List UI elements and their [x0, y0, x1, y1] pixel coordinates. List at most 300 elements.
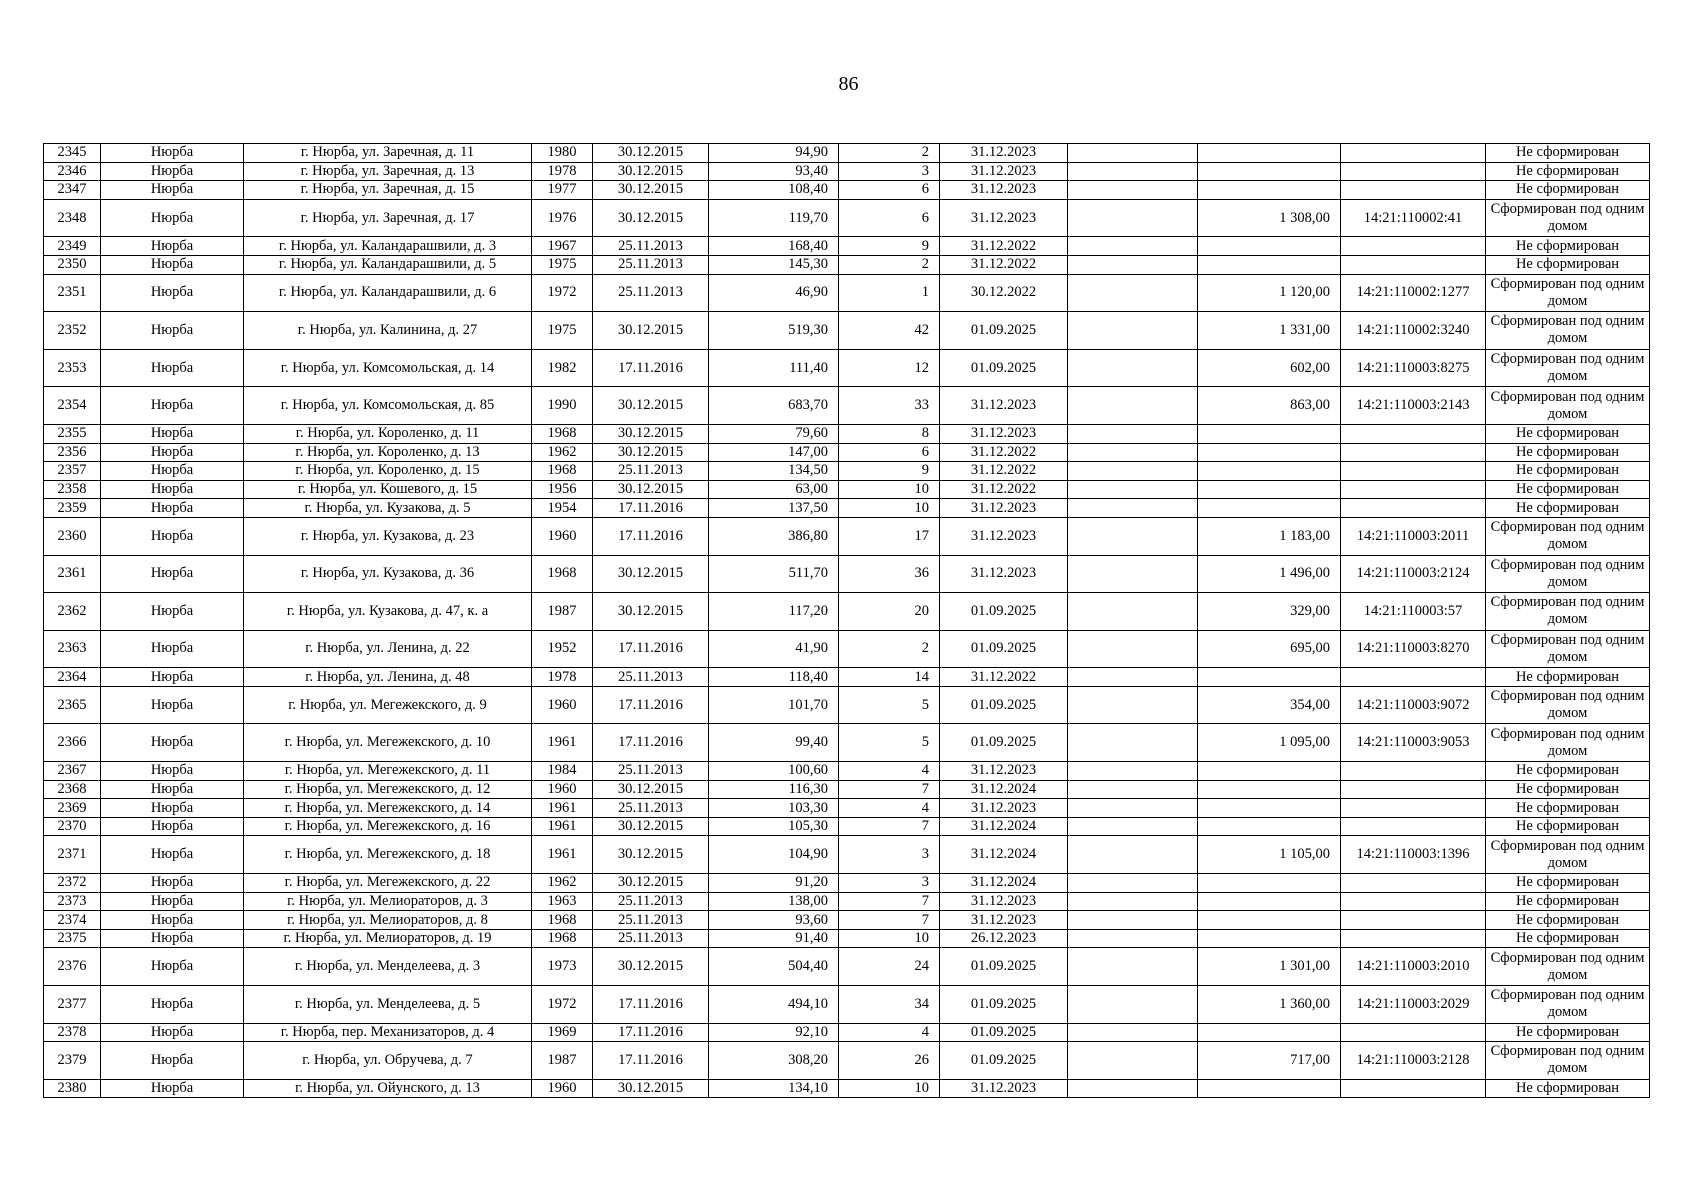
- cell-area: 63,00: [709, 480, 839, 499]
- cell-status: Не сформирован: [1486, 480, 1650, 499]
- table-row: [44, 911, 1650, 930]
- cell-address: г. Нюрба, ул. Мегежекского, д. 10: [244, 724, 532, 762]
- cell-year: 1973: [532, 948, 593, 986]
- table-row: [44, 312, 1650, 350]
- cell-cadastral: 14:21:110003:57: [1341, 593, 1486, 631]
- cell-address: г. Нюрба, ул. Короленко, д. 11: [244, 424, 532, 443]
- cell-cadastral: [1341, 762, 1486, 781]
- table-row: [44, 1042, 1650, 1080]
- cell-id: 2348: [44, 199, 101, 237]
- cell-deadline: 31.12.2022: [940, 255, 1068, 274]
- cell-address: г. Нюрба, ул. Мегежекского, д. 9: [244, 686, 532, 724]
- cell-id: 2362: [44, 593, 101, 631]
- housing-registry-table: [43, 143, 1650, 1098]
- cell-status: Не сформирован: [1486, 929, 1650, 948]
- cell-land-area: [1198, 762, 1341, 781]
- cell-cadastral: 14:21:110002:1277: [1341, 274, 1486, 312]
- cell-land-area: [1198, 443, 1341, 462]
- cell-extra: [1068, 387, 1198, 425]
- cell-settlement: Нюрба: [101, 517, 244, 555]
- cell-year: 1956: [532, 480, 593, 499]
- cell-date: 17.11.2016: [593, 1042, 709, 1080]
- cell-land-area: [1198, 424, 1341, 443]
- cell-settlement: Нюрба: [101, 1023, 244, 1042]
- cell-year: 1961: [532, 817, 593, 836]
- cell-count: 4: [839, 1023, 940, 1042]
- cell-date: 17.11.2016: [593, 349, 709, 387]
- cell-year: 1968: [532, 424, 593, 443]
- cell-status: Сформирован под одним домом: [1486, 630, 1650, 668]
- cell-year: 1960: [532, 686, 593, 724]
- cell-id: 2368: [44, 780, 101, 799]
- cell-date: 17.11.2016: [593, 630, 709, 668]
- cell-status: Сформирован под одним домом: [1486, 517, 1650, 555]
- cell-id: 2373: [44, 892, 101, 911]
- cell-cadastral: 14:21:110002:3240: [1341, 312, 1486, 350]
- cell-year: 1962: [532, 443, 593, 462]
- cell-date: 25.11.2013: [593, 892, 709, 911]
- cell-status: Сформирован под одним домом: [1486, 274, 1650, 312]
- cell-area: 117,20: [709, 593, 839, 631]
- cell-settlement: Нюрба: [101, 255, 244, 274]
- cell-date: 30.12.2015: [593, 948, 709, 986]
- cell-area: 91,20: [709, 874, 839, 893]
- cell-address: г. Нюрба, ул. Каландарашвили, д. 5: [244, 255, 532, 274]
- table-row: [44, 986, 1650, 1024]
- cell-address: г. Нюрба, ул. Мелиораторов, д. 3: [244, 892, 532, 911]
- cell-deadline: 31.12.2022: [940, 462, 1068, 481]
- cell-settlement: Нюрба: [101, 349, 244, 387]
- cell-address: г. Нюрба, ул. Мегежекского, д. 12: [244, 780, 532, 799]
- cell-address: г. Нюрба, ул. Мегежекского, д. 22: [244, 874, 532, 893]
- cell-cadastral: 14:21:110003:9053: [1341, 724, 1486, 762]
- cell-extra: [1068, 499, 1198, 518]
- cell-area: 134,10: [709, 1079, 839, 1098]
- cell-id: 2371: [44, 836, 101, 874]
- cell-land-area: 1 496,00: [1198, 555, 1341, 593]
- cell-area: 93,40: [709, 162, 839, 181]
- cell-address: г. Нюрба, ул. Мегежекского, д. 11: [244, 762, 532, 781]
- cell-extra: [1068, 762, 1198, 781]
- cell-area: 101,70: [709, 686, 839, 724]
- cell-cadastral: [1341, 1079, 1486, 1098]
- cell-date: 30.12.2015: [593, 424, 709, 443]
- cell-settlement: Нюрба: [101, 986, 244, 1024]
- table-row: [44, 836, 1650, 874]
- cell-settlement: Нюрба: [101, 799, 244, 818]
- cell-address: г. Нюрба, ул. Комсомольская, д. 85: [244, 387, 532, 425]
- cell-date: 17.11.2016: [593, 517, 709, 555]
- cell-cadastral: 14:21:110003:2143: [1341, 387, 1486, 425]
- cell-area: 519,30: [709, 312, 839, 350]
- cell-status: Сформирован под одним домом: [1486, 948, 1650, 986]
- cell-year: 1982: [532, 349, 593, 387]
- cell-deadline: 31.12.2023: [940, 499, 1068, 518]
- cell-date: 17.11.2016: [593, 724, 709, 762]
- cell-deadline: 31.12.2022: [940, 237, 1068, 256]
- cell-settlement: Нюрба: [101, 199, 244, 237]
- cell-settlement: Нюрба: [101, 144, 244, 163]
- cell-id: 2347: [44, 181, 101, 200]
- cell-cadastral: 14:21:110003:2011: [1341, 517, 1486, 555]
- cell-count: 7: [839, 780, 940, 799]
- cell-cadastral: [1341, 443, 1486, 462]
- cell-count: 2: [839, 630, 940, 668]
- cell-date: 30.12.2015: [593, 144, 709, 163]
- cell-extra: [1068, 686, 1198, 724]
- cell-cadastral: [1341, 817, 1486, 836]
- cell-count: 24: [839, 948, 940, 986]
- cell-id: 2370: [44, 817, 101, 836]
- cell-id: 2376: [44, 948, 101, 986]
- cell-land-area: 695,00: [1198, 630, 1341, 668]
- cell-date: 30.12.2015: [593, 874, 709, 893]
- cell-extra: [1068, 986, 1198, 1024]
- cell-address: г. Нюрба, ул. Заречная, д. 15: [244, 181, 532, 200]
- cell-land-area: [1198, 480, 1341, 499]
- cell-deadline: 31.12.2023: [940, 144, 1068, 163]
- cell-land-area: [1198, 462, 1341, 481]
- cell-cadastral: 14:21:110002:41: [1341, 199, 1486, 237]
- cell-id: 2380: [44, 1079, 101, 1098]
- cell-settlement: Нюрба: [101, 911, 244, 930]
- cell-address: г. Нюрба, ул. Заречная, д. 11: [244, 144, 532, 163]
- cell-extra: [1068, 668, 1198, 687]
- cell-land-area: [1198, 1023, 1341, 1042]
- table-row: [44, 480, 1650, 499]
- cell-year: 1984: [532, 762, 593, 781]
- cell-address: г. Нюрба, ул. Заречная, д. 13: [244, 162, 532, 181]
- table-row: [44, 780, 1650, 799]
- cell-id: 2355: [44, 424, 101, 443]
- cell-address: г. Нюрба, ул. Каландарашвили, д. 3: [244, 237, 532, 256]
- cell-settlement: Нюрба: [101, 817, 244, 836]
- cell-year: 1968: [532, 929, 593, 948]
- cell-extra: [1068, 517, 1198, 555]
- cell-id: 2353: [44, 349, 101, 387]
- cell-area: 99,40: [709, 724, 839, 762]
- cell-count: 42: [839, 312, 940, 350]
- cell-deadline: 31.12.2024: [940, 836, 1068, 874]
- cell-address: г. Нюрба, ул. Короленко, д. 13: [244, 443, 532, 462]
- cell-date: 30.12.2015: [593, 593, 709, 631]
- table-row: [44, 762, 1650, 781]
- cell-land-area: [1198, 1079, 1341, 1098]
- cell-extra: [1068, 312, 1198, 350]
- cell-id: 2374: [44, 911, 101, 930]
- cell-deadline: 31.12.2023: [940, 162, 1068, 181]
- cell-status: Не сформирован: [1486, 1079, 1650, 1098]
- cell-address: г. Нюрба, ул. Каландарашвили, д. 6: [244, 274, 532, 312]
- cell-deadline: 01.09.2025: [940, 349, 1068, 387]
- cell-count: 5: [839, 686, 940, 724]
- cell-id: 2356: [44, 443, 101, 462]
- cell-cadastral: 14:21:110003:2124: [1341, 555, 1486, 593]
- cell-address: г. Нюрба, ул. Менделеева, д. 5: [244, 986, 532, 1024]
- cell-address: г. Нюрба, ул. Менделеева, д. 3: [244, 948, 532, 986]
- cell-id: 2354: [44, 387, 101, 425]
- cell-land-area: [1198, 817, 1341, 836]
- cell-id: 2352: [44, 312, 101, 350]
- cell-date: 17.11.2016: [593, 686, 709, 724]
- cell-count: 4: [839, 762, 940, 781]
- cell-date: 30.12.2015: [593, 443, 709, 462]
- cell-cadastral: [1341, 462, 1486, 481]
- cell-area: 145,30: [709, 255, 839, 274]
- cell-settlement: Нюрба: [101, 424, 244, 443]
- cell-cadastral: [1341, 255, 1486, 274]
- cell-extra: [1068, 874, 1198, 893]
- table-row: [44, 274, 1650, 312]
- cell-date: 30.12.2015: [593, 780, 709, 799]
- cell-date: 25.11.2013: [593, 255, 709, 274]
- cell-deadline: 01.09.2025: [940, 1042, 1068, 1080]
- cell-extra: [1068, 630, 1198, 668]
- cell-status: Сформирован под одним домом: [1486, 724, 1650, 762]
- cell-count: 26: [839, 1042, 940, 1080]
- cell-count: 9: [839, 237, 940, 256]
- cell-count: 12: [839, 349, 940, 387]
- cell-area: 79,60: [709, 424, 839, 443]
- cell-settlement: Нюрба: [101, 555, 244, 593]
- cell-date: 25.11.2013: [593, 799, 709, 818]
- cell-status: Не сформирован: [1486, 799, 1650, 818]
- cell-date: 25.11.2013: [593, 911, 709, 930]
- cell-area: 46,90: [709, 274, 839, 312]
- cell-settlement: Нюрба: [101, 162, 244, 181]
- cell-year: 1980: [532, 144, 593, 163]
- cell-count: 7: [839, 892, 940, 911]
- cell-area: 93,60: [709, 911, 839, 930]
- cell-land-area: 602,00: [1198, 349, 1341, 387]
- cell-year: 1960: [532, 1079, 593, 1098]
- cell-settlement: Нюрба: [101, 387, 244, 425]
- cell-land-area: [1198, 892, 1341, 911]
- cell-settlement: Нюрба: [101, 312, 244, 350]
- cell-deadline: 01.09.2025: [940, 1023, 1068, 1042]
- cell-settlement: Нюрба: [101, 668, 244, 687]
- cell-extra: [1068, 1042, 1198, 1080]
- cell-extra: [1068, 162, 1198, 181]
- table-row: [44, 1079, 1650, 1098]
- cell-area: 104,90: [709, 836, 839, 874]
- cell-deadline: 26.12.2023: [940, 929, 1068, 948]
- cell-cadastral: [1341, 929, 1486, 948]
- cell-deadline: 01.09.2025: [940, 593, 1068, 631]
- cell-year: 1961: [532, 836, 593, 874]
- cell-address: г. Нюрба, ул. Кузакова, д. 23: [244, 517, 532, 555]
- cell-area: 511,70: [709, 555, 839, 593]
- cell-id: 2367: [44, 762, 101, 781]
- cell-deadline: 31.12.2024: [940, 817, 1068, 836]
- cell-date: 30.12.2015: [593, 1079, 709, 1098]
- cell-area: 105,30: [709, 817, 839, 836]
- cell-cadastral: 14:21:110003:8275: [1341, 349, 1486, 387]
- cell-count: 2: [839, 144, 940, 163]
- cell-status: Сформирован под одним домом: [1486, 986, 1650, 1024]
- cell-land-area: [1198, 499, 1341, 518]
- cell-extra: [1068, 237, 1198, 256]
- cell-status: Сформирован под одним домом: [1486, 555, 1650, 593]
- cell-land-area: 1 120,00: [1198, 274, 1341, 312]
- cell-extra: [1068, 480, 1198, 499]
- cell-cadastral: [1341, 668, 1486, 687]
- cell-count: 3: [839, 162, 940, 181]
- cell-cadastral: [1341, 911, 1486, 930]
- cell-cadastral: [1341, 424, 1486, 443]
- cell-address: г. Нюрба, ул. Короленко, д. 15: [244, 462, 532, 481]
- cell-extra: [1068, 462, 1198, 481]
- cell-address: г. Нюрба, ул. Кузакова, д. 5: [244, 499, 532, 518]
- cell-deadline: 31.12.2023: [940, 424, 1068, 443]
- table-row: [44, 929, 1650, 948]
- cell-year: 1975: [532, 255, 593, 274]
- table-row: [44, 817, 1650, 836]
- cell-id: 2363: [44, 630, 101, 668]
- cell-deadline: 31.12.2023: [940, 911, 1068, 930]
- cell-date: 30.12.2015: [593, 555, 709, 593]
- cell-cadastral: [1341, 162, 1486, 181]
- cell-area: 308,20: [709, 1042, 839, 1080]
- cell-count: 10: [839, 499, 940, 518]
- cell-cadastral: [1341, 499, 1486, 518]
- cell-settlement: Нюрба: [101, 630, 244, 668]
- cell-settlement: Нюрба: [101, 686, 244, 724]
- cell-year: 1972: [532, 986, 593, 1024]
- cell-settlement: Нюрба: [101, 593, 244, 631]
- cell-count: 9: [839, 462, 940, 481]
- table-row: [44, 874, 1650, 893]
- cell-year: 1990: [532, 387, 593, 425]
- cell-cadastral: [1341, 780, 1486, 799]
- cell-land-area: 1 331,00: [1198, 312, 1341, 350]
- table-row: [44, 349, 1650, 387]
- cell-count: 3: [839, 874, 940, 893]
- table-row: [44, 424, 1650, 443]
- cell-id: 2378: [44, 1023, 101, 1042]
- cell-date: 30.12.2015: [593, 387, 709, 425]
- cell-area: 94,90: [709, 144, 839, 163]
- cell-status: Не сформирован: [1486, 144, 1650, 163]
- cell-settlement: Нюрба: [101, 724, 244, 762]
- cell-id: 2372: [44, 874, 101, 893]
- cell-count: 6: [839, 181, 940, 200]
- cell-deadline: 31.12.2024: [940, 874, 1068, 893]
- cell-status: Сформирован под одним домом: [1486, 387, 1650, 425]
- cell-cadastral: [1341, 892, 1486, 911]
- cell-count: 5: [839, 724, 940, 762]
- cell-date: 30.12.2015: [593, 312, 709, 350]
- cell-id: 2364: [44, 668, 101, 687]
- cell-address: г. Нюрба, ул. Кузакова, д. 36: [244, 555, 532, 593]
- cell-land-area: 354,00: [1198, 686, 1341, 724]
- cell-deadline: 01.09.2025: [940, 948, 1068, 986]
- cell-settlement: Нюрба: [101, 237, 244, 256]
- cell-area: 92,10: [709, 1023, 839, 1042]
- cell-count: 14: [839, 668, 940, 687]
- cell-status: Сформирован под одним домом: [1486, 349, 1650, 387]
- cell-area: 134,50: [709, 462, 839, 481]
- cell-year: 1954: [532, 499, 593, 518]
- cell-deadline: 31.12.2022: [940, 443, 1068, 462]
- cell-settlement: Нюрба: [101, 274, 244, 312]
- cell-settlement: Нюрба: [101, 874, 244, 893]
- cell-area: 41,90: [709, 630, 839, 668]
- cell-address: г. Нюрба, ул. Кошевого, д. 15: [244, 480, 532, 499]
- cell-id: 2369: [44, 799, 101, 818]
- table-row: [44, 443, 1650, 462]
- cell-extra: [1068, 555, 1198, 593]
- cell-date: 30.12.2015: [593, 162, 709, 181]
- cell-count: 10: [839, 1079, 940, 1098]
- cell-settlement: Нюрба: [101, 780, 244, 799]
- cell-status: Не сформирован: [1486, 1023, 1650, 1042]
- cell-extra: [1068, 181, 1198, 200]
- cell-date: 30.12.2015: [593, 199, 709, 237]
- cell-settlement: Нюрба: [101, 499, 244, 518]
- cell-year: 1961: [532, 724, 593, 762]
- cell-land-area: [1198, 911, 1341, 930]
- cell-cadastral: [1341, 237, 1486, 256]
- cell-land-area: 1 095,00: [1198, 724, 1341, 762]
- cell-deadline: 30.12.2022: [940, 274, 1068, 312]
- cell-settlement: Нюрба: [101, 948, 244, 986]
- cell-id: 2351: [44, 274, 101, 312]
- cell-cadastral: [1341, 874, 1486, 893]
- cell-status: Не сформирован: [1486, 762, 1650, 781]
- cell-year: 1962: [532, 874, 593, 893]
- cell-date: 25.11.2013: [593, 237, 709, 256]
- cell-area: 108,40: [709, 181, 839, 200]
- cell-date: 17.11.2016: [593, 499, 709, 518]
- cell-address: г. Нюрба, ул. Мегежекского, д. 18: [244, 836, 532, 874]
- cell-deadline: 31.12.2023: [940, 181, 1068, 200]
- cell-id: 2360: [44, 517, 101, 555]
- cell-address: г. Нюрба, ул. Ленина, д. 22: [244, 630, 532, 668]
- cell-year: 1968: [532, 911, 593, 930]
- cell-id: 2366: [44, 724, 101, 762]
- cell-settlement: Нюрба: [101, 1079, 244, 1098]
- cell-cadastral: 14:21:110003:2010: [1341, 948, 1486, 986]
- cell-extra: [1068, 1023, 1198, 1042]
- cell-date: 25.11.2013: [593, 274, 709, 312]
- cell-status: Сформирован под одним домом: [1486, 312, 1650, 350]
- cell-cadastral: 14:21:110003:8270: [1341, 630, 1486, 668]
- cell-cadastral: 14:21:110003:2029: [1341, 986, 1486, 1024]
- cell-year: 1969: [532, 1023, 593, 1042]
- cell-status: Сформирован под одним домом: [1486, 199, 1650, 237]
- cell-year: 1978: [532, 668, 593, 687]
- cell-status: Не сформирован: [1486, 443, 1650, 462]
- cell-status: Не сформирован: [1486, 668, 1650, 687]
- cell-extra: [1068, 255, 1198, 274]
- cell-count: 1: [839, 274, 940, 312]
- cell-address: г. Нюрба, пер. Механизаторов, д. 4: [244, 1023, 532, 1042]
- cell-deadline: 31.12.2023: [940, 387, 1068, 425]
- cell-id: 2350: [44, 255, 101, 274]
- cell-area: 138,00: [709, 892, 839, 911]
- cell-deadline: 31.12.2022: [940, 480, 1068, 499]
- table-row: [44, 181, 1650, 200]
- cell-deadline: 01.09.2025: [940, 986, 1068, 1024]
- cell-address: г. Нюрба, ул. Обручева, д. 7: [244, 1042, 532, 1080]
- cell-year: 1987: [532, 1042, 593, 1080]
- cell-status: Не сформирован: [1486, 162, 1650, 181]
- cell-extra: [1068, 929, 1198, 948]
- table-row: [44, 799, 1650, 818]
- cell-id: 2357: [44, 462, 101, 481]
- cell-extra: [1068, 780, 1198, 799]
